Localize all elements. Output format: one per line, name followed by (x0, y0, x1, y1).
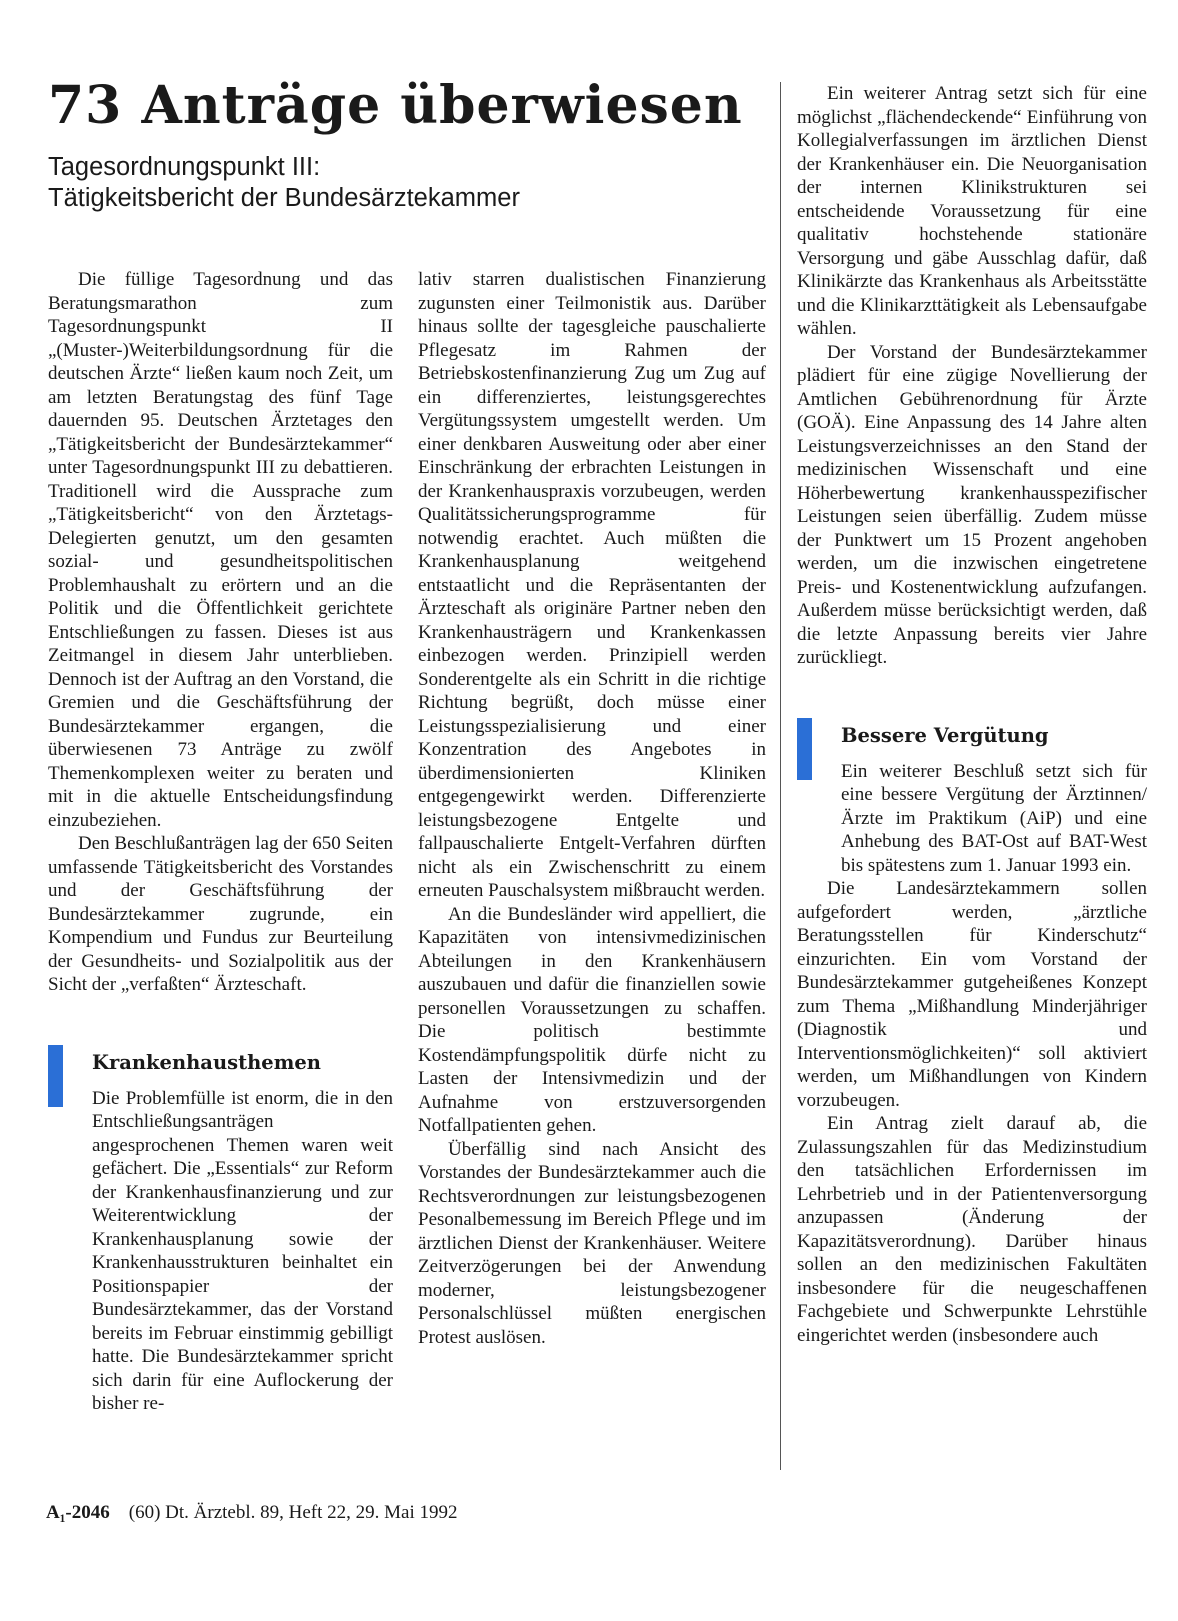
paragraph: Ein weiterer Antrag setzt sich für eine möglichst „flächendeckende“ Einführung von Kollegialverfassungen im ärztlichen Dienst der Krankenhäuser ein. Die Neuorganisation der internen Klinikstrukturen sei entscheidende Voraussetzung für eine qualitativ hochstehende stationäre Versorgung und gäbe Ausschlag dafür, daß Klinikärzte das Krankenhaus als Arbeitsstätte und die Klinikarzttätigkeit als Lebensaufgabe wählen. (797, 83, 1147, 339)
paragraph: Ein weiterer Beschluß setzt sich für eine bessere Vergütung der Ärztinnen/Ärzte im Praktikum (AiP) und eine Anhebung des BAT-Ost auf BAT-West bis spätestens zum 1. Januar 1993 ein. (841, 760, 1147, 876)
column-rule (780, 82, 781, 1470)
paragraph: Die Problemfülle ist enorm, die in den Entschließungsanträgen angesprochenen Themen waren weit gefächert. Die „Essentials“ zur Reform der Krankenhausfinanzierung und zur Weiterentwicklung der Krankenhausplanung sowie der Krankenhausstrukturen beinhaltet ein Positionspapier der Bundesärztekammer, das der Vorstand bereits im Februar einstimmig gebilligt hatte. Die Bundesärztekammer spricht sich darin für eine Auflockerung der bisher re- (92, 1087, 393, 1414)
text-column-1 (48, 268, 393, 1416)
paragraph: lativ starren dualistischen Finanzierung zugunsten einer Teilmonistik aus. Darüber hinaus sollte der tagesgleiche pauschalierte Pflegesatz im Rahmen der Betriebskostenfinanzierung Zug um Zug auf ein differenziertes, leistungsgerechtes Vergütungssystem umgestellt werden. Um einer denkbaren Ausweitung oder aber einer Einschränkung der erbrachten Leistungen in der Krankenhauspraxis vorzubeugen, werden Qualitätssicherungsprogramme für notwendig erachtet. Auch müßten die Krankenhausplanung weitgehend entstaatlicht und die Repräsentanten der Ärzteschaft als originäre Partner neben den Krankenhausträgern und Krankenkassen einbezogen werden. Prinzipiell werden Sonderentgelte als ein Schritt in die richtige Richtung begrüßt, doch müsse einer Leistungsspezialisierung und einer Konzentration des Angebotes in überdimensionierten Kliniken entgegengewirkt werden. Differenzierte leistungsbezogene Entgelte und fallpauschalierte Entgelt-Verfahren dürften nicht als ein Zwischenschritt zu einem erneuten Pauschalsystem mißbraucht werden. (418, 269, 766, 901)
paragraph: Den Beschlußanträgen lag der 650 Seiten umfassende Tätigkeitsbericht des Vorstandes und der Geschäftsführung der Bundesärztekammer zugrunde, ein Kompendium und Fundus zur Beurteilung der Gesundheits- und Sozialpolitik aus der Sicht der „verfaßten“ Ärzteschaft. (48, 833, 393, 995)
section-heading: Bessere Vergütung (841, 723, 1049, 747)
page-code: A₁-2046 (46, 1502, 110, 1523)
paragraph: Die Landesärztekammern sollen aufgefordert werden, „ärztliche Beratungsstellen für Kinderschutz“ einzurichten. Ein vom Vorstand der Bundesärztekammer gutgeheißenes Konzept zum Thema „Mißhandlung Minderjähriger (Diagnostik und Interventionsmöglichkeiten)“ soll aktiviert werden, um Mißhandlungen von Kindern vorzubeugen. (797, 878, 1147, 1111)
article-title: 73 Anträge überwiesen (48, 75, 743, 136)
paragraph: Der Vorstand der Bundesärztekammer plädiert für eine zügige Novellierung der Amtlichen Gebührenordnung für Ärzte (GOÄ). Eine Anpassung des 14 Jahre alten Leistungsverzeichnisses an den Stand der medizinischen Wissenschaft und eine Höherbewertung krankenhausspezifischer Leistungen seien überfällig. Zudem müsse der Punktwert um 15 Prozent angehoben werden, um die inzwischen eingetretene Preis- und Kostenentwicklung aufzufangen. Außerdem müsse berücksichtigt werden, daß die letzte Anpassung bereits vier Jahre zurückliegt. (797, 341, 1147, 668)
section-heading-block (797, 718, 1147, 786)
text-column-3 (797, 82, 1147, 1347)
subtitle-line-2: Tätigkeitsbericht der Bundesärztekammer (48, 184, 520, 212)
section-heading: Krankenhausthemen (92, 1050, 321, 1074)
page-footer (46, 1502, 458, 1524)
section-marker-bar (48, 1045, 63, 1107)
text-column-2 (418, 268, 766, 1349)
section-heading-block (48, 1045, 393, 1113)
paragraph: An die Bundesländer wird appelliert, die Kapazitäten von intensivmedizinischen Abteilungen in den Krankenhäusern auszubauen und dafür die finanziellen sowie personellen Voraussetzungen zu schaffen. Die politisch bestimmte Kostendämpfungspolitik dürfe nicht zu Lasten der Intensivmedizin und der Aufnahme von erstzuversorgenden Notfallpatienten gehen. (418, 903, 766, 1136)
paragraph: Ein Antrag zielt darauf ab, die Zulassungszahlen für das Medizinstudium den tatsächlichen Erfordernissen im Lehrbetrieb und in der Patientenversorgung anzupassen (Änderung der Kapazitätsverordnung). Darüber hinaus sollen an den medizinischen Fakultäten insbesondere für die neugeschaffenen Fachgebiete und Schwerpunkte Lehrstühle eingerichtet werden (insbesondere auch (797, 1113, 1147, 1346)
subtitle-line-1: Tagesordnungspunkt III: (48, 153, 321, 181)
journal-citation: (60) Dt. Ärztebl. 89, Heft 22, 29. Mai 1992 (128, 1502, 458, 1523)
paragraph: Überfällig sind nach Ansicht des Vorstandes der Bundesärztekammer auch die Rechtsverordnungen zur leistungsbezogenen Pesonalbemessung im Bereich Pflege und im ärztlichen Dienst der Krankenhäuser. Weitere Zeitverzögerungen bei der Anwendung moderner, leistungsbezogener Personalschlüssel müßten energischen Protest auslösen. (418, 1138, 766, 1348)
paragraph: Die füllige Tagesordnung und das Beratungsmarathon zum Tagesordnungspunkt II „(Muster-)Weiterbildungsordnung für die deutschen Ärzte“ ließen kaum noch Zeit, um am letzten Beratungstag des fünf Tage dauernden 95. Deutschen Ärztetages den „Tätigkeitsbericht der Bundesärztekammer“ unter Tagesordnungspunkt III zu debattieren. Traditionell wird die Aussprache zum „Tätigkeitsbericht“ von den Ärztetags-Delegierten genutzt, um den gesamten sozial- und gesundheitspolitischen Problemhaushalt zu erörtern und an die Politik und die Öffentlichkeit gerichtete Entschließungen zu fassen. Dieses ist aus Zeitmangel in diesem Jahr unterblieben. Dennoch ist der Auftrag an den Vorstand, die Gremien und die Geschäftsführung der Bundesärztekammer ergangen, die überwiesenen 73 Anträge zu zwölf Themenkomplexen weiter zu beraten und mit in die aktuelle Entscheidungsfindung einzubeziehen. (48, 269, 393, 831)
article-subtitle (48, 152, 768, 214)
section-marker-bar (797, 718, 812, 780)
